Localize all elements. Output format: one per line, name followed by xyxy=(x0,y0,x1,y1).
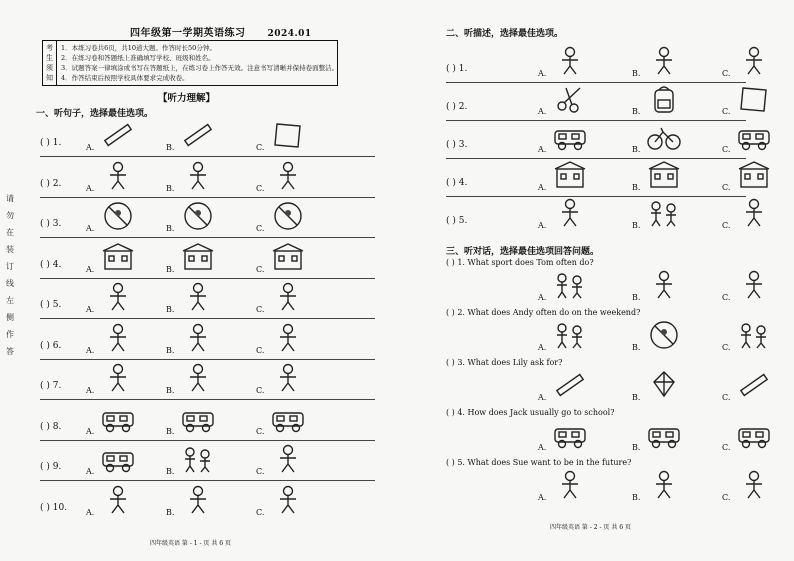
option-c-label[interactable]: C. xyxy=(722,343,731,352)
binding-margin-note xyxy=(4,190,16,360)
option-a-label[interactable]: A. xyxy=(538,221,547,230)
page-right xyxy=(400,0,794,561)
row-divider xyxy=(40,197,375,198)
question-row xyxy=(446,318,746,354)
question-number[interactable]: ( ) 3. xyxy=(40,219,62,229)
question-row xyxy=(40,159,375,195)
park-icon xyxy=(270,444,306,474)
notice-label xyxy=(43,41,57,85)
man-icon xyxy=(180,363,216,393)
scissors-icon xyxy=(552,84,588,114)
question-row xyxy=(446,196,746,232)
question-number[interactable]: ( ) 1. xyxy=(446,64,468,74)
option-a-label[interactable]: A. xyxy=(86,224,95,233)
hoop-icon xyxy=(736,46,772,76)
question-number[interactable]: ( ) 4. xyxy=(446,178,468,188)
notice-line: 2．在练习卷和答题纸上准确填写学校、班级和姓名。 xyxy=(61,54,215,62)
piano-icon xyxy=(646,320,682,350)
football-icon xyxy=(736,270,772,300)
dancer-icon xyxy=(552,470,588,500)
notice-label-char: 须 xyxy=(46,64,53,72)
question-number[interactable]: ( ) 5. xyxy=(40,300,62,310)
question-number[interactable]: ( ) 2. xyxy=(40,178,62,189)
option-b-label[interactable]: B. xyxy=(632,293,641,302)
crossing-icon xyxy=(552,160,588,190)
question-row xyxy=(446,120,746,156)
car-icon xyxy=(552,122,588,152)
dancer-icon xyxy=(100,323,136,353)
option-c-label[interactable]: C. xyxy=(722,443,731,452)
binding-char: 左 xyxy=(6,296,14,305)
question-row xyxy=(40,118,375,154)
question-row xyxy=(40,280,375,316)
option-a-label[interactable]: A. xyxy=(86,305,95,314)
boy-icon xyxy=(180,323,216,353)
question-number[interactable]: ( ) 8. xyxy=(40,421,62,432)
flower-girl-icon xyxy=(270,161,306,191)
backpack-icon xyxy=(646,84,682,114)
boat-icon xyxy=(100,444,136,474)
question-row xyxy=(40,199,375,235)
option-a-label[interactable]: A. xyxy=(86,264,95,274)
option-a-label[interactable]: A. xyxy=(86,183,95,193)
binding-char: 线 xyxy=(6,279,14,288)
option-a-label[interactable]: A. xyxy=(86,386,95,395)
option-b-label[interactable]: B. xyxy=(166,426,175,436)
title-text: 四年级第一学期英语练习 xyxy=(130,28,246,39)
binding-char: 答 xyxy=(6,347,14,356)
question-number[interactable]: ( ) 3. xyxy=(446,140,468,150)
question-row xyxy=(446,82,746,118)
pencil-icon xyxy=(736,370,772,400)
runner-icon xyxy=(270,323,306,353)
family-icon xyxy=(552,320,588,350)
option-c-label[interactable]: C. xyxy=(256,224,265,233)
kids-icon xyxy=(552,270,588,300)
bus-icon xyxy=(180,404,216,434)
binding-char: 侧 xyxy=(6,313,14,322)
paper-icon xyxy=(736,84,772,114)
option-c-label[interactable]: C. xyxy=(256,467,265,476)
car-icon xyxy=(100,404,136,434)
no-swim-icon xyxy=(180,201,216,231)
people-icon xyxy=(736,320,772,350)
option-b-label[interactable]: B. xyxy=(166,305,175,314)
option-b-label[interactable]: B. xyxy=(166,467,175,476)
option-c-label[interactable]: C. xyxy=(722,69,731,78)
question-text[interactable]: ( ) 1. What sport does Tom often do? xyxy=(446,258,594,267)
question-row xyxy=(40,240,375,276)
option-b-label[interactable]: B. xyxy=(166,264,175,274)
binding-char: 作 xyxy=(6,330,14,339)
section-2-title: 二、听描述，选择最佳选项。 xyxy=(446,29,564,39)
page-title xyxy=(130,24,312,39)
option-a-label[interactable]: A. xyxy=(86,426,95,436)
building-icon xyxy=(100,242,136,272)
option-c-label[interactable]: C. xyxy=(722,183,731,192)
subway-icon xyxy=(646,420,682,450)
taxi-icon xyxy=(736,420,772,450)
question-number[interactable]: ( ) 10. xyxy=(40,502,68,513)
train-icon xyxy=(736,122,772,152)
notice-line: 4．作答结束后按照学校具体要求完成收卷。 xyxy=(61,74,189,82)
question-number[interactable]: ( ) 2. xyxy=(446,102,468,112)
runner-icon xyxy=(646,270,682,300)
no-walk-icon xyxy=(270,201,306,231)
row-divider xyxy=(40,359,375,360)
row-divider xyxy=(40,480,375,481)
street-icon xyxy=(736,160,772,190)
notice-line: 1．本练习卷共6页，共10道大题。作答时长50分钟。 xyxy=(61,44,216,52)
question-row xyxy=(446,368,746,404)
option-b-label[interactable]: B. xyxy=(632,343,641,352)
ruler-icon xyxy=(100,120,136,150)
question-number[interactable]: ( ) 5. xyxy=(446,216,468,226)
store-icon xyxy=(270,242,306,272)
option-c-label[interactable]: C. xyxy=(256,305,265,314)
section-3-title: 三、听对话，选择最佳选项回答问题。 xyxy=(446,247,600,257)
girl-icon xyxy=(100,161,136,191)
family-icon xyxy=(646,198,682,228)
player-icon xyxy=(270,485,306,515)
teacher-icon xyxy=(552,198,588,228)
page-footer-right: 四年级英语 第 - 2 - 页 共 6 页 xyxy=(550,524,631,531)
question-row xyxy=(40,442,375,478)
teacher-icon xyxy=(646,470,682,500)
chef-icon xyxy=(180,282,216,312)
option-c-label[interactable]: C. xyxy=(256,345,265,355)
girl-icon xyxy=(180,161,216,191)
option-b-label[interactable]: B. xyxy=(632,69,641,78)
notice-line: 3．试题答案一律填涂或书写在答题纸上，在练习卷上作答无效。注意书写清晰并保持卷面整洁。 xyxy=(61,64,339,72)
question-row xyxy=(40,402,375,438)
option-c-label[interactable]: C. xyxy=(256,264,265,274)
row-divider xyxy=(40,399,375,400)
question-row xyxy=(40,483,375,519)
option-b-label[interactable]: B. xyxy=(632,145,641,154)
binding-char: 装 xyxy=(6,245,14,254)
question-text[interactable]: ( ) 3. What does Lily ask for? xyxy=(446,358,563,367)
bicycle-icon xyxy=(646,122,682,152)
option-b-label[interactable]: B. xyxy=(632,493,641,502)
option-b-label[interactable]: B. xyxy=(632,183,641,192)
row-divider xyxy=(40,237,375,238)
man-icon xyxy=(100,282,136,312)
binding-char: 订 xyxy=(6,262,14,271)
option-b-label[interactable]: B. xyxy=(166,386,175,395)
notice-box xyxy=(42,40,338,86)
paper-icon xyxy=(270,120,306,150)
option-c-label[interactable]: C. xyxy=(722,293,731,302)
row-divider xyxy=(40,156,375,157)
option-a-label[interactable]: A. xyxy=(538,145,547,154)
option-c-label[interactable]: C. xyxy=(256,143,265,152)
skater-icon xyxy=(552,46,588,76)
question-number[interactable]: ( ) 9. xyxy=(40,462,62,472)
row-divider xyxy=(40,440,375,441)
option-a-label[interactable]: A. xyxy=(86,507,95,517)
notice-label-char: 知 xyxy=(46,74,53,82)
question-row xyxy=(40,321,375,357)
binding-char: 勿 xyxy=(6,211,14,220)
option-b-label[interactable]: B. xyxy=(632,393,641,402)
question-text[interactable]: ( ) 5. What does Sue want to be in the future? xyxy=(446,458,632,467)
option-b-label[interactable]: B. xyxy=(632,107,641,116)
option-c-label[interactable]: C. xyxy=(722,145,731,154)
bus-icon xyxy=(552,420,588,450)
option-c-label[interactable]: C. xyxy=(256,507,265,517)
pilot-icon xyxy=(736,198,772,228)
binding-char: 请 xyxy=(6,194,14,203)
farmer-icon xyxy=(270,363,306,393)
option-c-label[interactable]: C. xyxy=(722,493,731,502)
house-icon xyxy=(180,242,216,272)
option-b-label[interactable]: B. xyxy=(632,221,641,230)
option-a-label[interactable]: A. xyxy=(538,183,547,192)
option-a-label[interactable]: A. xyxy=(538,443,547,452)
row-divider xyxy=(40,318,375,319)
question-row xyxy=(446,468,746,504)
page-footer-left: 四年级英语 第 - 1 - 页 共 6 页 xyxy=(150,540,231,547)
writer-icon xyxy=(736,470,772,500)
option-a-label[interactable]: A. xyxy=(538,293,547,302)
question-row xyxy=(446,158,746,194)
part-heading: 【听力理解】 xyxy=(158,93,216,104)
option-a-label[interactable]: A. xyxy=(86,467,95,476)
option-a-label[interactable]: A. xyxy=(86,345,95,355)
question-number[interactable]: ( ) 1. xyxy=(40,138,62,148)
option-b-label[interactable]: B. xyxy=(166,507,175,517)
option-b-label[interactable]: B. xyxy=(166,345,175,355)
option-b-label[interactable]: B. xyxy=(166,183,175,193)
binding-char: 在 xyxy=(6,228,14,237)
option-c-label[interactable]: C. xyxy=(722,393,731,402)
traffic-light-icon xyxy=(646,160,682,190)
fishing-icon xyxy=(180,485,216,515)
cook-icon xyxy=(270,282,306,312)
option-a-label[interactable]: A. xyxy=(86,143,95,152)
cyclist-icon xyxy=(646,46,682,76)
no-fire-icon xyxy=(100,201,136,231)
option-c-label[interactable]: C. xyxy=(722,221,731,230)
family-icon xyxy=(180,444,216,474)
question-text[interactable]: ( ) 2. What does Andy often do on the weekend? xyxy=(446,308,641,317)
boy-icon xyxy=(100,485,136,515)
option-b-label[interactable]: B. xyxy=(632,443,641,452)
pen-icon xyxy=(180,120,216,150)
option-c-label[interactable]: C. xyxy=(256,386,265,395)
title-date: 2024.01 xyxy=(267,29,312,39)
option-c-label[interactable]: C. xyxy=(256,426,265,436)
option-a-label[interactable]: A. xyxy=(538,343,547,352)
question-row xyxy=(446,418,746,454)
question-row xyxy=(446,44,746,80)
worker-icon xyxy=(100,363,136,393)
notice-lines xyxy=(61,43,338,83)
option-b-label[interactable]: B. xyxy=(166,143,175,152)
option-c-label[interactable]: C. xyxy=(722,107,731,116)
option-a-label[interactable]: A. xyxy=(538,393,547,402)
option-a-label[interactable]: A. xyxy=(538,493,547,502)
option-a-label[interactable]: A. xyxy=(538,69,547,78)
question-number[interactable]: ( ) 6. xyxy=(40,340,62,351)
kite-icon xyxy=(646,370,682,400)
question-text[interactable]: ( ) 4. How does Jack usually go to school? xyxy=(446,408,615,417)
question-row xyxy=(40,361,375,397)
option-c-label[interactable]: C. xyxy=(256,183,265,193)
option-a-label[interactable]: A. xyxy=(538,107,547,116)
train-icon xyxy=(270,404,306,434)
question-number[interactable]: ( ) 7. xyxy=(40,381,62,391)
section-1-title: 一、听句子，选择最佳选项。 xyxy=(36,109,154,119)
notice-label-char: 生 xyxy=(46,54,53,62)
glue-icon xyxy=(552,370,588,400)
notice-label-char: 考 xyxy=(46,44,53,52)
question-row xyxy=(446,268,746,304)
row-divider xyxy=(40,278,375,279)
option-b-label[interactable]: B. xyxy=(166,224,175,233)
question-number[interactable]: ( ) 4. xyxy=(40,259,62,270)
